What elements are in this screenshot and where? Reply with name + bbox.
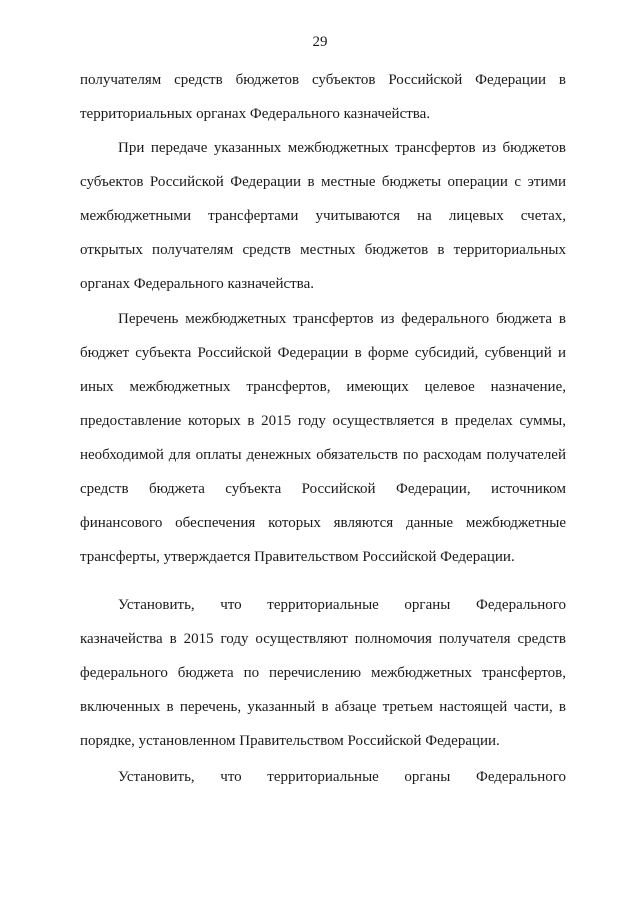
paragraph-line: предоставление которых в 2015 году осуществляется в пределах суммы, [80,413,566,429]
paragraph-line: территориальных органах Федерального казначейства. [80,106,431,122]
paragraph-line: иных межбюджетных трансфертов, имеющих целевое назначение, [80,379,566,395]
paragraph-4 [80,588,566,758]
paragraph-line: Установить, что территориальные органы Федерального [118,597,566,613]
paragraph-line: включенных в перечень, указанный в абзаце третьем настоящей части, в [80,699,566,715]
paragraph-line: федерального бюджета по перечислению межбюджетных трансфертов, [80,665,566,681]
paragraph-line: межбюджетными трансфертами учитываются на лицевых счетах, [80,208,566,224]
paragraph-line: Перечень межбюджетных трансфертов из федерального бюджета в [118,311,566,327]
paragraph-line: субъектов Российской Федерации в местные бюджеты операции с этими [80,174,566,190]
paragraph-line: финансового обеспечения которых являются данные межбюджетные [80,515,566,531]
paragraph-line: средств бюджета субъекта Российской Федерации, источником [80,481,566,497]
paragraph-line: казначейства в 2015 году осуществляют полномочия получателя средств [80,631,566,647]
paragraph-2 [80,131,566,301]
page-number: 29 [312,34,328,50]
paragraph-line: необходимой для оплаты денежных обязательств по расходам получателей [80,447,566,463]
paragraph-line: органах Федерального казначейства. [80,276,314,292]
paragraph-1 [80,63,566,131]
paragraph-line: открытых получателям средств местных бюджетов в территориальных [80,242,566,258]
paragraph-line: При передаче указанных межбюджетных трансфертов из бюджетов [118,140,566,156]
paragraph-line: получателям средств бюджетов субъектов Российской Федерации в [80,72,566,88]
paragraph-line: Установить, что территориальные органы Федерального [118,769,566,785]
paragraph-3 [80,302,566,574]
paragraph-line: порядке, установленном Правительством Российской Федерации. [80,733,500,749]
paragraph-line: бюджет субъекта Российской Федерации в форме субсидий, субвенций и [80,345,566,361]
paragraph-line: трансферты, утверждается Правительством Российской Федерации. [80,549,515,565]
paragraph-5 [80,760,566,794]
